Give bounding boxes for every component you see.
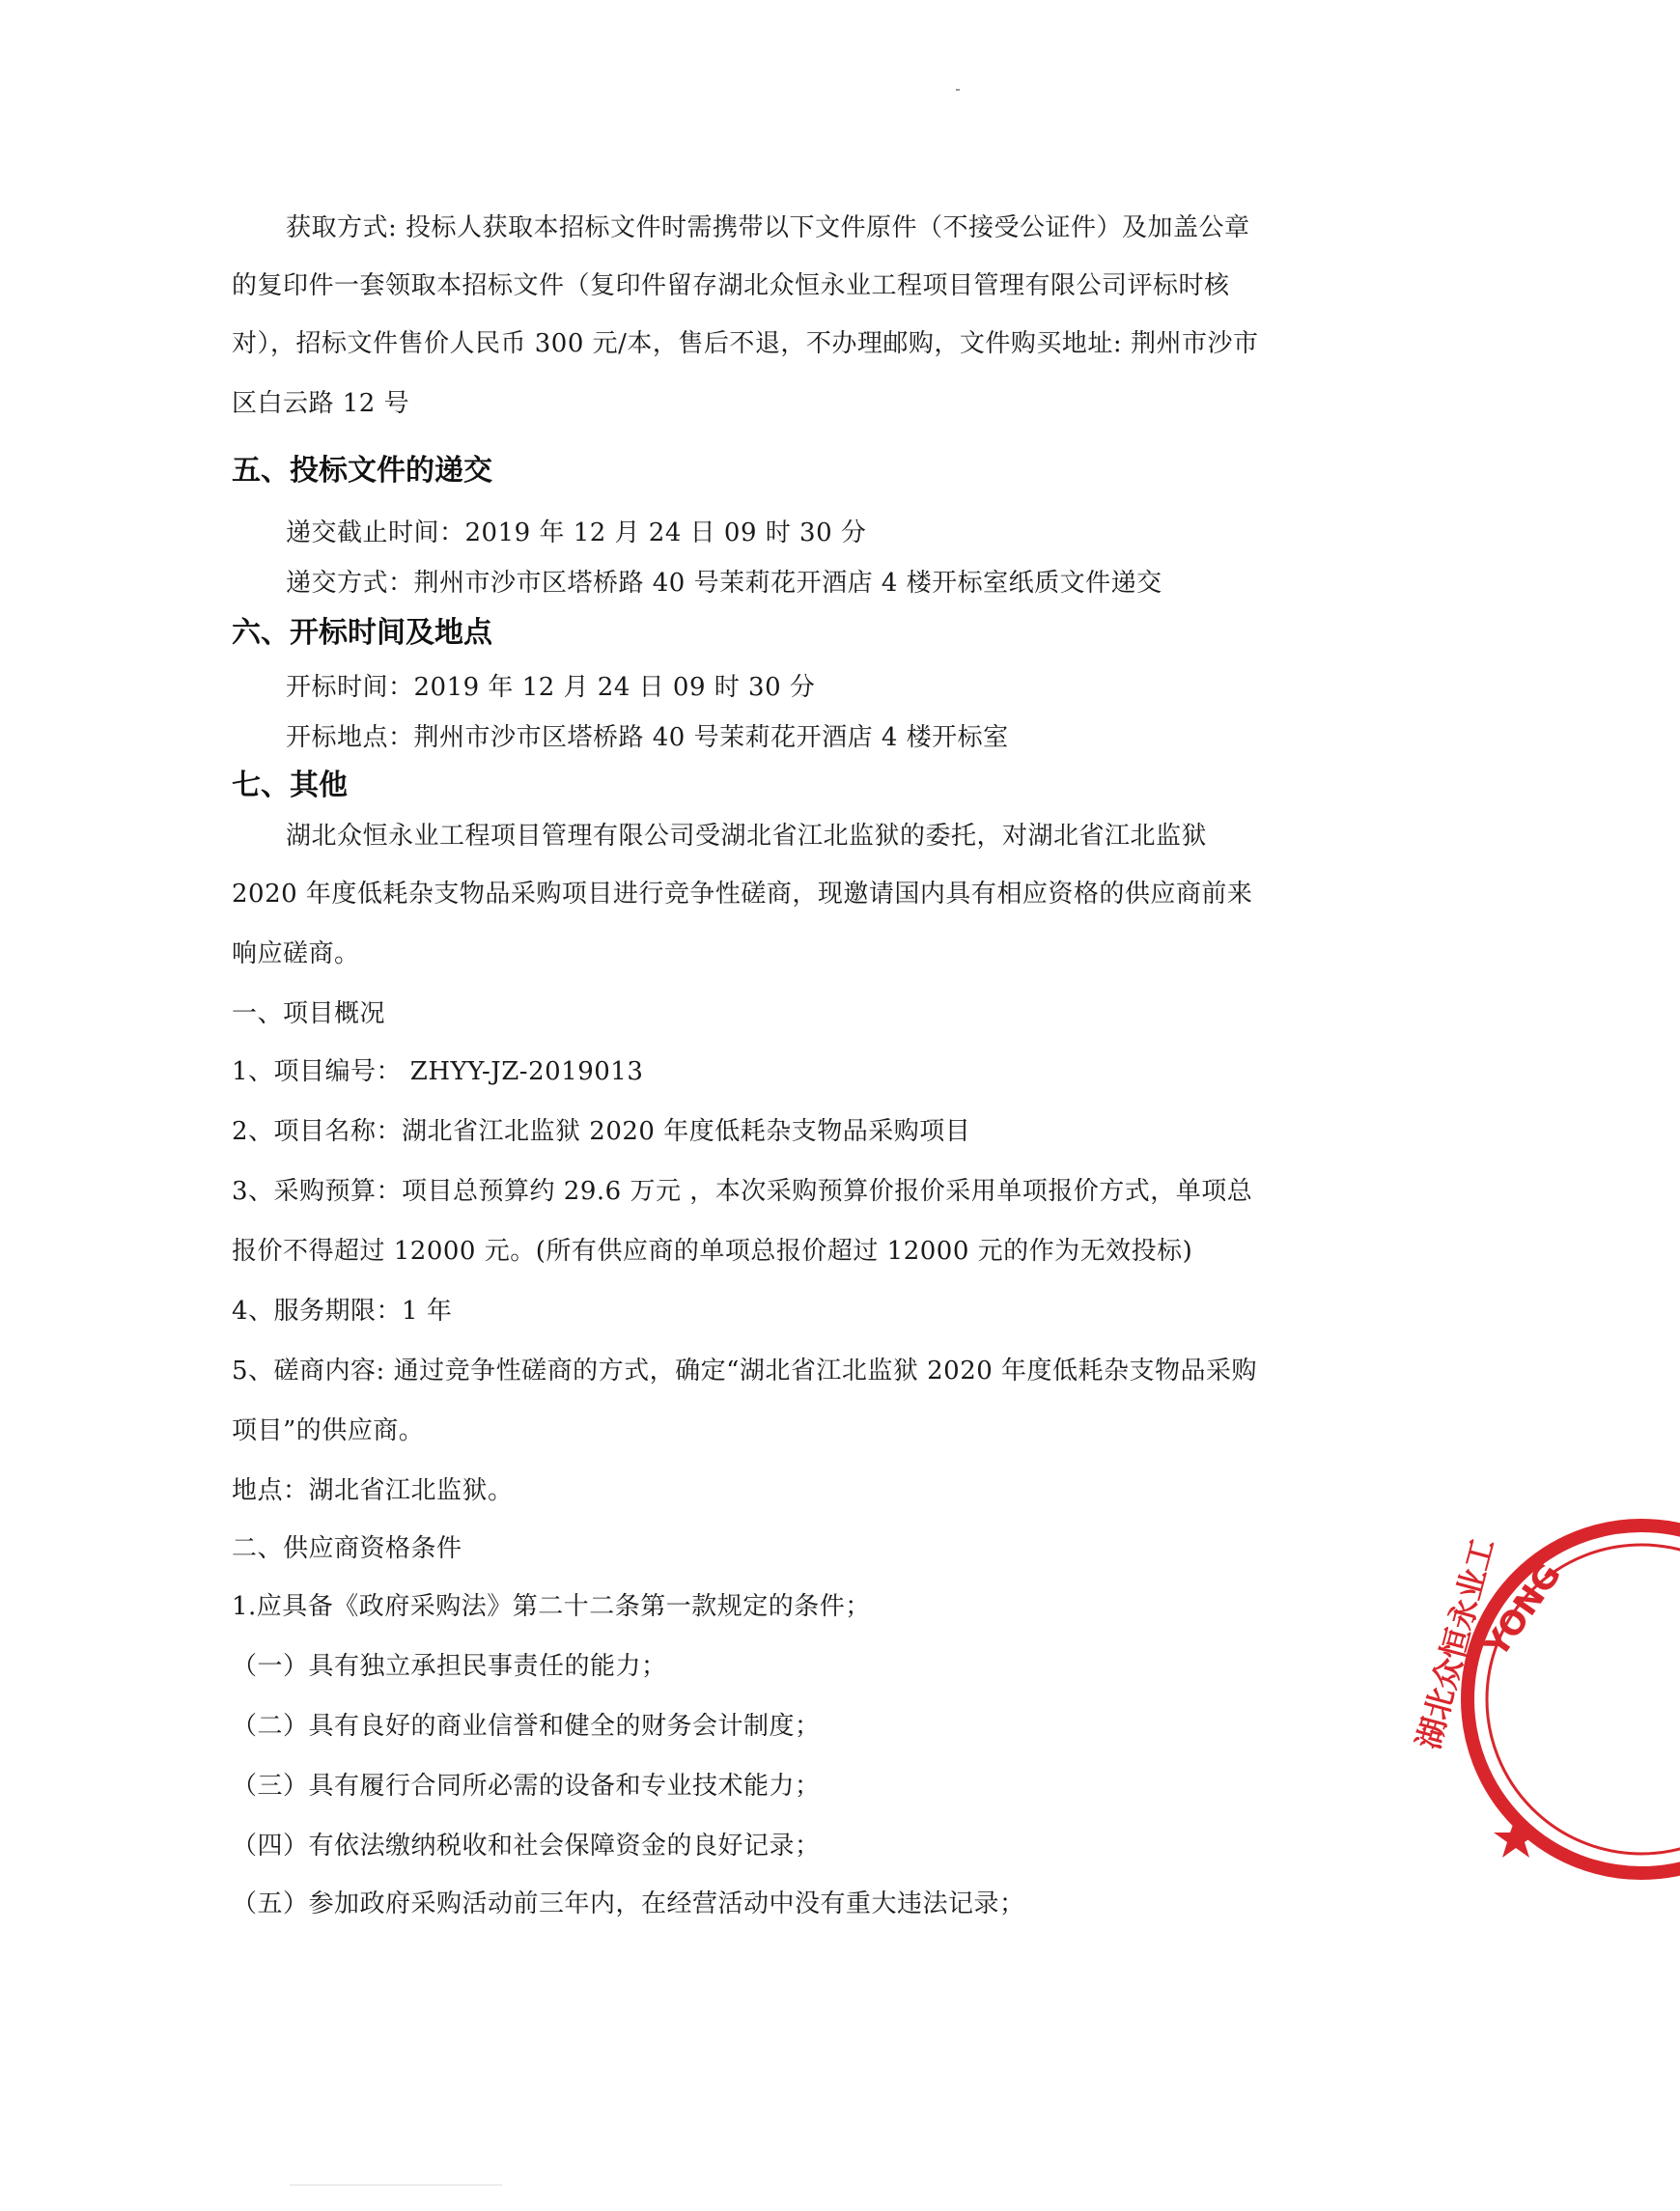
section-5-heading: 五、投标文件的递交 <box>232 454 492 488</box>
qualification-item-e: （五）参加政府采购活动前三年内，在经营活动中没有重大违法记录； <box>232 1889 1025 1918</box>
submission-method: 递交方式：荆州市沙市区塔桥路 40 号茉莉花开酒店 4 楼开标室纸质文件递交 <box>286 569 1162 598</box>
opening-place: 开标地点：荆州市沙市区塔桥路 40 号茉莉花开酒店 4 楼开标室 <box>286 723 1009 752</box>
obtain-line-2: 的复印件一套领取本招标文件（复印件留存湖北众恒永业工程项目管理有限公司评标时核 <box>232 271 1230 300</box>
opening-time: 开标时间：2019 年 12 月 24 日 09 时 30 分 <box>286 673 816 702</box>
overview-item-5-cont: 项目”的供应商。 <box>232 1416 425 1445</box>
scan-speck <box>290 2184 502 2186</box>
submission-deadline: 递交截止时间：2019 年 12 月 24 日 09 时 30 分 <box>286 518 867 547</box>
obtain-line-3: 对），招标文件售价人民币 300 元/本，售后不退，不办理邮购，文件购买地址: 荆州市沙市 <box>232 329 1259 358</box>
intro-line-3: 响应磋商。 <box>232 939 360 968</box>
overview-item-3-cont: 报价不得超过 12000 元。(所有供应商的单项总报价超过 12000 元的作为无效投标) <box>232 1237 1193 1266</box>
obtain-line-4: 区白云路 12 号 <box>232 389 410 418</box>
overview-item-4: 4、服务期限：1 年 <box>232 1297 453 1326</box>
overview-item-5: 5、磋商内容: 通过竞争性磋商的方式，确定“湖北省江北监狱 2020 年度低耗杂支物品采购 <box>232 1357 1258 1385</box>
intro-line-2: 2020 年度低耗杂支物品采购项目进行竞争性磋商，现邀请国内具有相应资格的供应商前来 <box>232 880 1253 909</box>
qualification-item-b: （二）具有良好的商业信誉和健全的财务会计制度； <box>232 1712 821 1741</box>
seal-text-cn: 湖北众恒永业工 <box>1410 1534 1501 1753</box>
intro-line-1: 湖北众恒永业工程项目管理有限公司受湖北省江北监狱的委托，对湖北省江北监狱 <box>286 822 1208 851</box>
qualification-item-c: （三）具有履行合同所必需的设备和专业技术能力； <box>232 1772 821 1801</box>
section-7-heading: 七、其他 <box>232 769 348 802</box>
section-6-heading: 六、开标时间及地点 <box>232 616 492 650</box>
qualification-item-a: （一）具有独立承担民事责任的能力； <box>232 1652 667 1681</box>
overview-item-1: 1、项目编号： ZHYY-JZ-2019013 <box>232 1057 644 1086</box>
overview-heading: 一、项目概况 <box>232 999 386 1028</box>
overview-item-2: 2、项目名称：湖北省江北监狱 2020 年度低耗杂支物品采购项目 <box>232 1117 971 1146</box>
company-seal <box>1410 1506 1680 1892</box>
qualification-item-d: （四）有依法缴纳税收和社会保障资金的良好记录； <box>232 1832 821 1861</box>
overview-location: 地点：湖北省江北监狱。 <box>232 1476 514 1505</box>
seal-text-en: YONG <box>1476 1555 1569 1665</box>
qualification-item-1: 1.应具备《政府采购法》第二十二条第一款规定的条件； <box>232 1592 871 1621</box>
obtain-line-1: 获取方式: 投标人获取本招标文件时需携带以下文件原件（不接受公证件）及加盖公章 <box>286 213 1250 242</box>
scan-speck <box>956 89 960 91</box>
qualification-heading: 二、供应商资格条件 <box>232 1534 462 1563</box>
overview-item-3: 3、采购预算：项目总预算约 29.6 万元 ，本次采购预算价报价采用单项报价方式，单项总 <box>232 1177 1253 1206</box>
